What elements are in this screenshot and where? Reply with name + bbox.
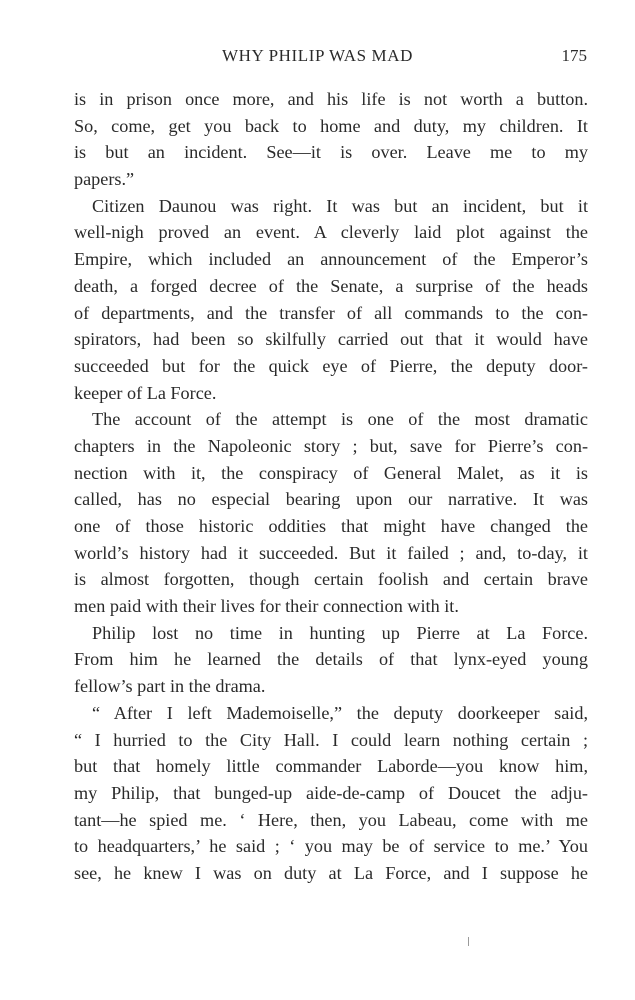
- text-line: is in prison once more, and his life is not worth a button.: [74, 89, 588, 109]
- text-line: Empire, which included an announcement of the Emperor’s: [74, 249, 588, 270]
- text-line: succeeded but for the quick eye of Pierre, the deputy door-: [74, 355, 588, 376]
- text-line: one of those historic oddities that might have changed the: [74, 516, 588, 536]
- text-line: is almost forgotten, though certain foolish and certain brave: [74, 569, 588, 590]
- text-line: men paid with their lives for their connection with it.: [74, 596, 459, 617]
- text-line: papers.”: [74, 169, 135, 190]
- text-line: is but an incident. See—it is over. Leave me to my: [74, 142, 588, 163]
- text-line: called, has no especial bearing upon our narrative. It was: [74, 489, 588, 510]
- text-line: but that homely little commander Laborde—you know him,: [74, 756, 588, 777]
- text-line: From him he learned the details of that lynx-eyed young: [74, 649, 588, 670]
- text-line: to headquarters,’ he said ; ‘ you may be of service to me.’ You: [74, 836, 588, 857]
- text-line: “ After I left Mademoiselle,” the deputy doorkeeper said,: [92, 702, 588, 723]
- body-text: [74, 86, 588, 887]
- text-line: of departments, and the transfer of all commands to the con-: [74, 302, 588, 323]
- text-line: see, he knew I was on duty at La Force, and I suppose he: [74, 862, 588, 883]
- text-line: my Philip, that bunged-up aide-de-camp of Doucet the adju-: [74, 782, 588, 803]
- running-head: [0, 46, 635, 76]
- text-line: chapters in the Napoleonic story ; but, save for Pierre’s con-: [74, 435, 588, 456]
- text-line: keeper of La Force.: [74, 382, 217, 403]
- text-line: spirators, had been so skilfully carried out that it would have: [74, 329, 588, 350]
- text-line: Philip lost no time in hunting up Pierre at La Force.: [92, 622, 588, 643]
- text-line: fellow’s part in the drama.: [74, 676, 266, 697]
- text-line: well-nigh proved an event. A cleverly laid plot against the: [74, 222, 588, 243]
- text-line: tant—he spied me. ‘ Here, then, you Labeau, come with me: [74, 809, 588, 830]
- text-line: The account of the attempt is one of the most dramatic: [92, 409, 588, 430]
- text-line: So, come, get you back to home and duty, my children. It: [74, 115, 588, 136]
- text-line: death, a forged decree of the Senate, a surprise of the heads: [74, 275, 588, 296]
- stray-ink-mark: [468, 937, 469, 946]
- text-line: “ I hurried to the City Hall. I could learn nothing certain ;: [74, 729, 588, 750]
- text-line: nection with it, the conspiracy of General Malet, as it is: [74, 462, 588, 483]
- running-title: WHY PHILIP WAS MAD: [221, 46, 414, 65]
- text-line: world’s history had it succeeded. But it failed ; and, to-day, it: [74, 542, 588, 563]
- text-line: Citizen Daunou was right. It was but an incident, but it: [92, 195, 588, 216]
- page-number: 175: [561, 46, 587, 65]
